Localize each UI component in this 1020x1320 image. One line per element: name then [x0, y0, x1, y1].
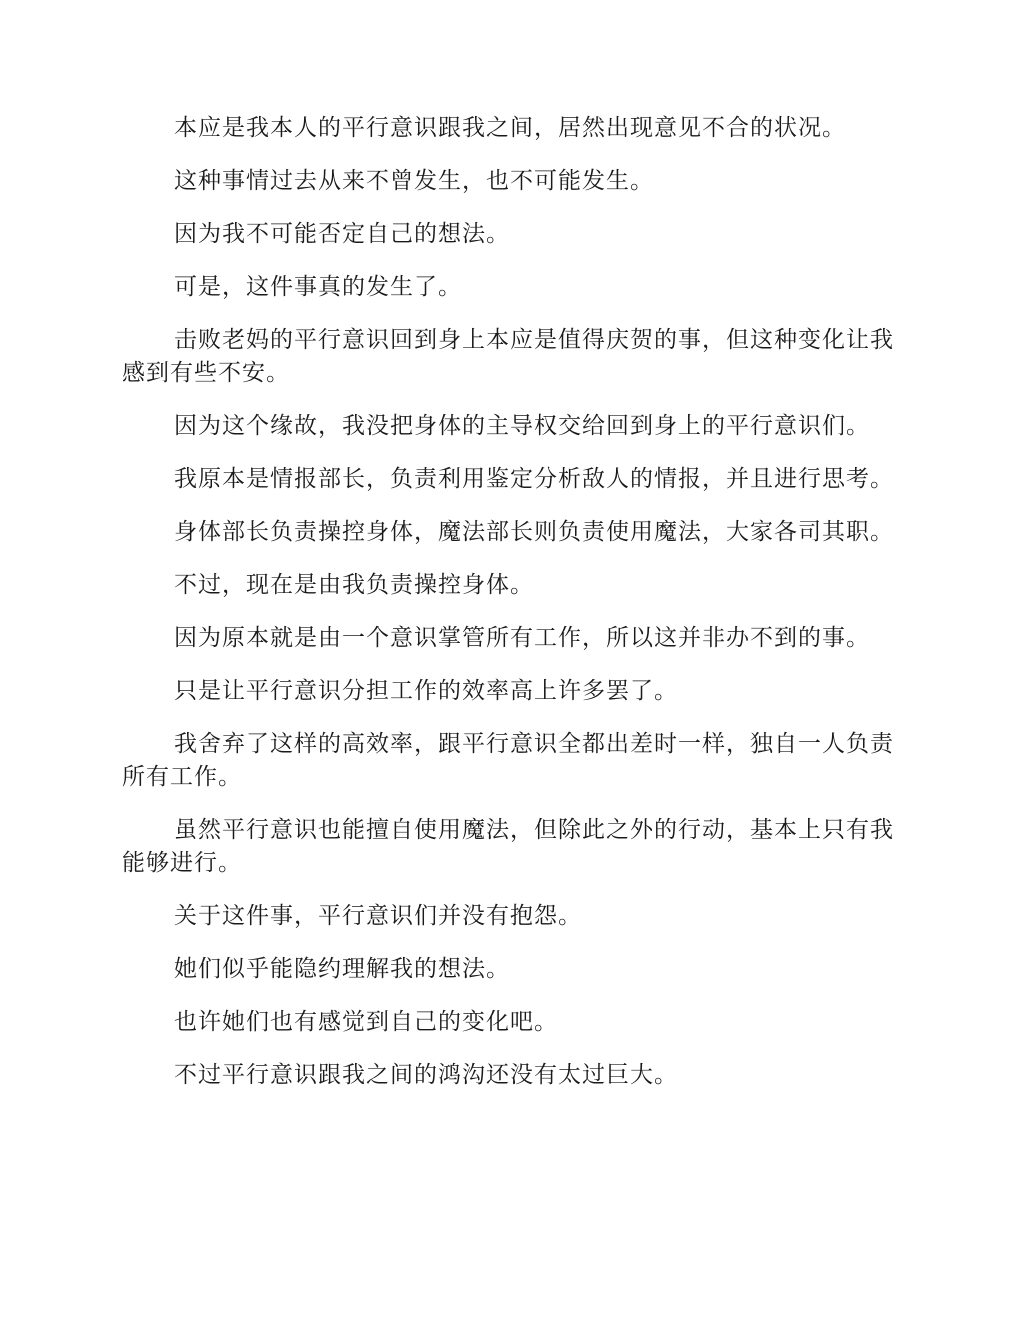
paragraph: 因为原本就是由一个意识掌管所有工作，所以这并非办不到的事。	[174, 625, 870, 651]
paragraph: 本应是我本人的平行意识跟我之间，居然出现意见不合的状况。	[174, 115, 846, 141]
paragraph: 不过平行意识跟我之间的鸿沟还没有太过巨大。	[174, 1062, 678, 1088]
paragraph: 不过，现在是由我负责操控身体。	[174, 572, 534, 598]
paragraph: 只是让平行意识分担工作的效率高上许多罢了。	[174, 678, 678, 704]
paragraph: 这种事情过去从来不曾发生，也不可能发生。	[174, 168, 654, 194]
paragraph: 也许她们也有感觉到自己的变化吧。	[174, 1009, 558, 1035]
paragraph: 身体部长负责操控身体，魔法部长则负责使用魔法，大家各司其职。	[174, 519, 894, 545]
paragraph: 我舍弃了这样的高效率，跟平行意识全都出差时一样，独自一人负责所有工作。	[122, 731, 894, 790]
paragraph: 因为我不可能否定自己的想法。	[174, 221, 510, 247]
paragraph: 可是，这件事真的发生了。	[174, 274, 462, 300]
paragraph: 关于这件事，平行意识们并没有抱怨。	[174, 903, 582, 929]
paragraph: 我原本是情报部长，负责利用鉴定分析敌人的情报，并且进行思考。	[174, 466, 894, 492]
document-body	[122, 112, 898, 1112]
paragraph: 她们似乎能隐约理解我的想法。	[174, 956, 510, 982]
paragraph: 因为这个缘故，我没把身体的主导权交给回到身上的平行意识们。	[174, 413, 870, 439]
paragraph: 虽然平行意识也能擅自使用魔法，但除此之外的行动，基本上只有我能够进行。	[122, 817, 894, 876]
paragraph: 击败老妈的平行意识回到身上本应是值得庆贺的事，但这种变化让我感到有些不安。	[122, 327, 894, 386]
